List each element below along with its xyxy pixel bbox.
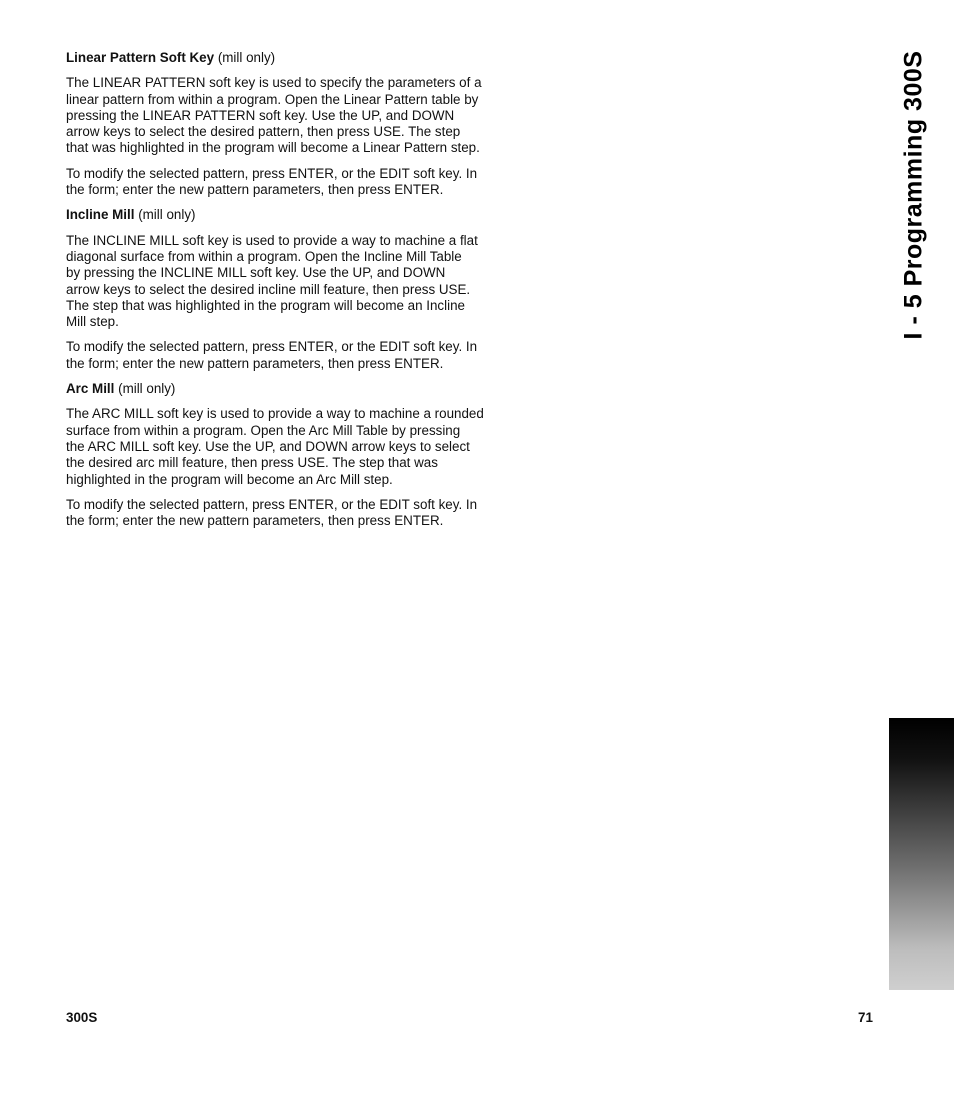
section-linear-pattern bbox=[66, 50, 516, 198]
text-line: To modify the selected pattern, press ENTER, or the EDIT soft key. In bbox=[66, 496, 478, 512]
footer-page-number: 71 bbox=[858, 1010, 873, 1025]
section-heading-note: (mill only) bbox=[138, 207, 196, 223]
text-line: highlighted in the program will become an Arc Mill step. bbox=[66, 471, 393, 487]
section-heading-title: Linear Pattern Soft Key bbox=[66, 50, 215, 65]
paragraph bbox=[66, 406, 516, 487]
section-arc-mill bbox=[66, 381, 516, 529]
paragraph bbox=[66, 166, 516, 199]
text-line: To modify the selected pattern, press ENTER, or the EDIT soft key. In bbox=[66, 339, 478, 355]
section-heading-title: Incline Mill bbox=[66, 207, 135, 223]
text-line: the ARC MILL soft key. Use the UP, and DOWN arrow keys to select bbox=[66, 438, 470, 454]
text-line: the form; enter the new pattern parameters, then press ENTER. bbox=[66, 182, 444, 198]
section-heading bbox=[66, 207, 516, 223]
text-line: the desired arc mill feature, then press USE. The step that was bbox=[66, 455, 438, 471]
paragraph bbox=[66, 497, 516, 530]
text-line: the form; enter the new pattern parameters, then press ENTER. bbox=[66, 355, 444, 371]
text-line: by pressing the INCLINE MILL soft key. Use the UP, and DOWN bbox=[66, 265, 446, 281]
section-heading bbox=[66, 50, 516, 66]
text-line: the form; enter the new pattern parameters, then press ENTER. bbox=[66, 513, 444, 529]
text-line: that was highlighted in the program will become a Linear Pattern step. bbox=[66, 140, 480, 156]
chapter-side-title: I - 5 Programming 300S bbox=[899, 50, 928, 340]
text-line: The LINEAR PATTERN soft key is used to specify the parameters of a bbox=[66, 75, 482, 91]
text-line: diagonal surface from within a program. Open the Incline Mill Table bbox=[66, 248, 462, 264]
text-line: pressing the LINEAR PATTERN soft key. Use the UP, and DOWN bbox=[66, 107, 455, 123]
footer-manual-name: 300S bbox=[66, 1010, 98, 1025]
page-content bbox=[66, 50, 516, 538]
chapter-tab-gradient bbox=[889, 718, 954, 990]
text-line: arrow keys to select the desired pattern, then press USE. The step bbox=[66, 124, 461, 140]
paragraph bbox=[66, 75, 516, 156]
text-line: linear pattern from within a program. Open the Linear Pattern table by bbox=[66, 91, 479, 107]
text-line: surface from within a program. Open the Arc Mill Table by pressing bbox=[66, 422, 461, 438]
text-line: The INCLINE MILL soft key is used to provide a way to machine a flat bbox=[66, 232, 478, 248]
paragraph bbox=[66, 233, 516, 331]
text-line: To modify the selected pattern, press ENTER, or the EDIT soft key. In bbox=[66, 165, 478, 181]
text-line: Mill step. bbox=[66, 314, 119, 330]
text-line: arrow keys to select the desired incline mill feature, then press USE. bbox=[66, 281, 471, 297]
text-line: The ARC MILL soft key is used to provide a way to machine a rounded bbox=[66, 406, 484, 422]
section-heading-note: (mill only) bbox=[217, 50, 276, 65]
text-line: The step that was highlighted in the program will become an Incline bbox=[66, 297, 465, 313]
section-heading bbox=[66, 381, 516, 397]
section-heading-note: (mill only) bbox=[118, 381, 176, 397]
section-incline-mill bbox=[66, 207, 516, 372]
section-heading-title: Arc Mill bbox=[66, 381, 115, 397]
paragraph bbox=[66, 339, 516, 372]
